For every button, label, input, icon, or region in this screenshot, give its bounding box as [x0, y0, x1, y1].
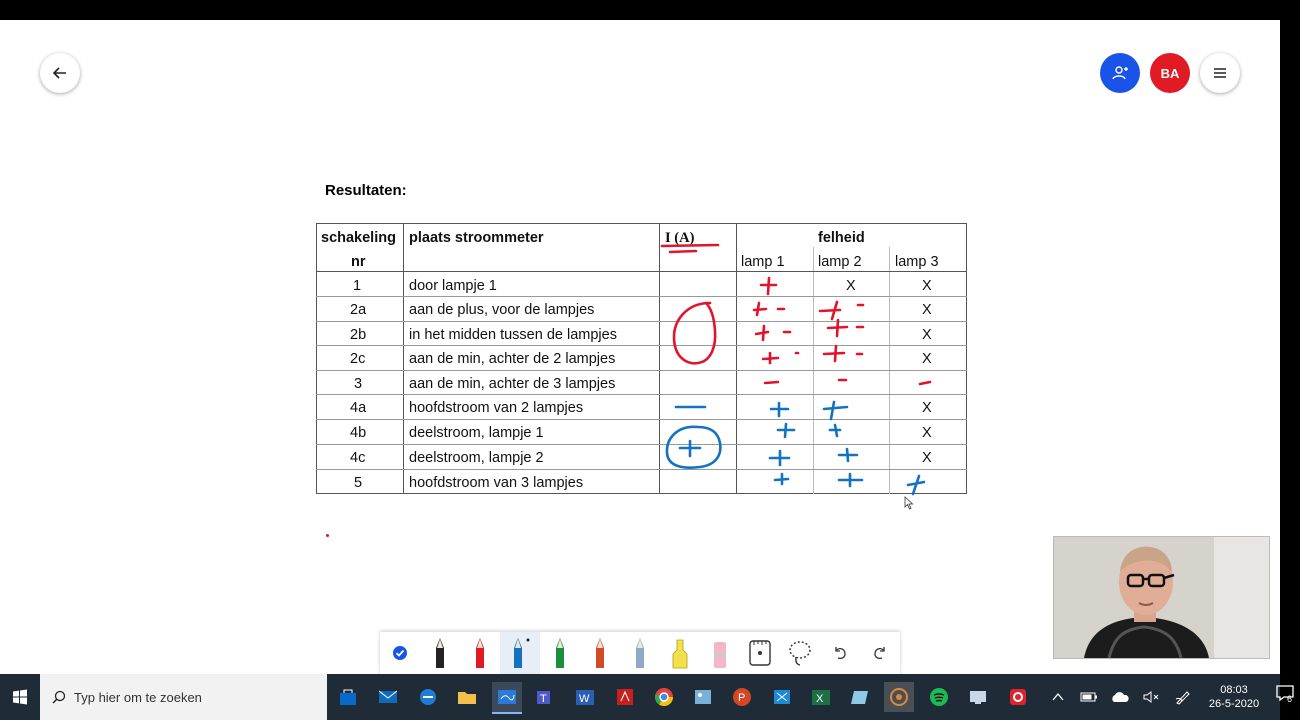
row-lamp3: X	[922, 351, 932, 367]
blue-ink-marks	[667, 402, 924, 494]
mouse-cursor-icon	[904, 496, 914, 510]
red-pen-tool[interactable]	[460, 632, 500, 674]
header-lamp2: lamp 2	[818, 254, 862, 270]
check-circle-icon	[392, 645, 408, 661]
word-icon	[575, 688, 595, 706]
chevron-up-icon[interactable]	[1048, 690, 1068, 704]
onedrive-icon[interactable]	[1110, 690, 1130, 704]
webcam-preview	[1053, 536, 1270, 659]
header-current: I (A)	[665, 230, 695, 246]
row-nr: 5	[354, 475, 363, 491]
excel-app[interactable]	[806, 682, 836, 712]
whiteboard-app[interactable]	[492, 682, 522, 714]
header-lamp3: lamp 3	[895, 254, 939, 270]
pen-icon	[509, 636, 531, 670]
plus-mark	[771, 403, 788, 416]
plus-mark	[770, 451, 789, 465]
svg-text:X: X	[816, 693, 824, 705]
search-icon	[52, 690, 66, 704]
word-app[interactable]	[570, 682, 600, 712]
lasso-tool[interactable]	[780, 632, 820, 674]
red-app[interactable]	[1003, 682, 1033, 712]
row-nr: 4c	[350, 450, 366, 466]
undo-button[interactable]	[820, 632, 860, 674]
plus-minus-mark	[763, 353, 798, 363]
pen-icon	[431, 636, 449, 670]
row-nr: 2b	[350, 327, 367, 343]
blue-pen-tool[interactable]	[500, 632, 540, 674]
plus-minus-mark	[828, 320, 863, 336]
row-plaats: deelstroom, lampje 2	[409, 450, 544, 466]
record-icon	[889, 687, 909, 707]
mail-icon	[378, 689, 398, 705]
taskbar-search[interactable]	[40, 674, 327, 720]
header-felheid: felheid	[818, 230, 865, 246]
store-icon	[338, 688, 358, 706]
plus-minus-mark	[824, 346, 862, 361]
pen-icon	[471, 636, 489, 670]
chrome-icon	[654, 687, 674, 707]
row-plaats: aan de min, achter de 3 lampjes	[409, 376, 616, 392]
battery-icon[interactable]	[1080, 690, 1098, 704]
row-plaats: in het midden tussen de lampjes	[409, 327, 617, 343]
plus-minus-mark	[754, 303, 784, 315]
add-user-button[interactable]	[1100, 53, 1140, 93]
taskbar	[0, 674, 1293, 720]
redo-button[interactable]	[860, 632, 900, 674]
plus-mark	[830, 425, 840, 436]
row-nr: 3	[354, 376, 363, 392]
row-nr: 4b	[350, 425, 367, 441]
mail-app[interactable]	[373, 682, 403, 712]
red-ink-marks	[662, 245, 930, 384]
row-lamp2: X	[846, 278, 856, 294]
minus-mark	[920, 382, 930, 384]
galaxy-pen-tool[interactable]	[580, 632, 620, 674]
lasso-icon	[787, 638, 813, 668]
snip-app[interactable]	[767, 682, 797, 712]
menu-button[interactable]	[1200, 53, 1240, 93]
powerpoint-app[interactable]	[727, 682, 757, 712]
row-lamp3: X	[922, 400, 932, 416]
system-tray	[1042, 674, 1300, 720]
action-center-button[interactable]	[1276, 685, 1300, 709]
zero-circle-mark	[674, 303, 715, 363]
pdf-app[interactable]	[610, 682, 640, 712]
minus-mark	[765, 382, 778, 383]
chrome-app[interactable]	[649, 682, 679, 712]
teams-app[interactable]	[531, 682, 561, 712]
ruler-icon	[747, 638, 773, 668]
row-plaats: aan de min, achter de 2 lampjes	[409, 351, 616, 367]
row-lamp3: X	[922, 425, 932, 441]
highlighter-icon	[669, 636, 691, 670]
edge-app[interactable]	[413, 682, 443, 712]
row-lamp3: X	[922, 302, 932, 318]
notification-badge: 6	[1287, 694, 1293, 704]
store-app[interactable]	[333, 682, 363, 712]
row-nr: 1	[353, 278, 362, 294]
snip-icon	[772, 688, 792, 706]
windows-logo-icon	[12, 689, 28, 705]
app-icon	[1008, 687, 1028, 707]
pen-icon	[591, 636, 609, 670]
powerpoint-icon	[732, 687, 752, 707]
notes-icon	[850, 688, 870, 706]
notes-app[interactable]	[845, 682, 875, 712]
touch-select-tool[interactable]	[380, 632, 420, 674]
plus-mark	[778, 424, 794, 437]
row-plaats: hoofdstroom van 3 lampjes	[409, 475, 584, 491]
ruler-tool[interactable]	[740, 632, 780, 674]
eraser-icon	[710, 636, 730, 670]
avatar[interactable]: BA	[1150, 53, 1190, 93]
person-add-icon	[1112, 65, 1128, 81]
plus-mark	[824, 402, 847, 419]
spotify-icon	[929, 687, 949, 707]
presenter-video-icon	[1054, 537, 1269, 658]
rainbow-pen-tool[interactable]	[620, 632, 660, 674]
arrow-left-icon	[52, 65, 68, 81]
red-ink-dot	[326, 534, 329, 537]
row-nr: 2c	[350, 351, 366, 367]
pdf-icon	[616, 688, 634, 706]
start-button[interactable]	[5, 682, 35, 712]
clock-date: 26-5-2020	[1208, 698, 1260, 710]
clock[interactable]	[1206, 683, 1262, 711]
header-nr: nr	[351, 254, 366, 270]
eraser-tool[interactable]	[700, 632, 740, 674]
photos-app[interactable]	[688, 682, 718, 712]
plus-mark	[908, 476, 924, 494]
plus-minus-mark	[820, 302, 863, 319]
photos-icon	[693, 688, 713, 706]
row-nr: 4a	[350, 400, 367, 416]
row-lamp3: X	[922, 450, 932, 466]
header-schakeling: schakeling	[321, 230, 396, 246]
edge-icon	[418, 687, 438, 707]
pen-icon	[631, 636, 649, 670]
search-placeholder: Typ hier om te zoeken	[74, 689, 202, 705]
plus-circle-mark	[667, 427, 720, 468]
black-pen-tool[interactable]	[420, 632, 460, 674]
pen-icon	[551, 636, 569, 670]
row-plaats: door lampje 1	[409, 278, 497, 294]
recorder-app[interactable]	[884, 682, 914, 712]
back-button[interactable]	[40, 53, 80, 93]
header-lamp1: lamp 1	[741, 254, 785, 270]
teams-icon	[536, 688, 556, 706]
svg-text:P: P	[738, 692, 746, 704]
row-plaats: hoofdstroom van 2 lampjes	[409, 400, 584, 416]
folder-icon	[457, 689, 477, 705]
row-lamp3: X	[922, 278, 932, 294]
plus-mark	[839, 474, 862, 486]
clock-time: 08:03	[1220, 684, 1248, 696]
excel-icon	[811, 688, 831, 706]
undo-icon	[832, 645, 848, 661]
hamburger-icon	[1212, 66, 1228, 80]
whiteboard-canvas[interactable]	[0, 20, 1280, 674]
pen-toolbar	[380, 632, 900, 674]
row-nr: 2a	[350, 302, 367, 318]
svg-text:T: T	[540, 693, 547, 705]
svg-text:W: W	[579, 693, 590, 705]
highlighter-tool[interactable]	[660, 632, 700, 674]
plus-mark	[839, 449, 857, 461]
underline-current-mark	[662, 245, 718, 252]
results-table	[316, 223, 967, 494]
whiteboard-icon	[497, 689, 517, 705]
plus-mark	[761, 278, 776, 294]
green-pen-tool[interactable]	[540, 632, 580, 674]
spotify-app[interactable]	[924, 682, 954, 712]
header-plaats: plaats stroommeter	[409, 230, 544, 246]
row-lamp3: X	[922, 327, 932, 343]
screen-icon	[968, 688, 988, 706]
row-plaats: deelstroom, lampje 1	[409, 425, 544, 441]
row-plaats: aan de plus, voor de lampjes	[409, 302, 595, 318]
page-title: Resultaten:	[325, 182, 407, 199]
redo-icon	[872, 645, 888, 661]
pen-workspace-icon[interactable]	[1174, 689, 1192, 705]
explorer-app[interactable]	[452, 682, 482, 712]
screen-app[interactable]	[963, 682, 993, 712]
plus-minus-mark	[756, 326, 790, 340]
volume-muted-icon[interactable]	[1142, 690, 1162, 704]
plus-mark	[775, 474, 788, 484]
handwritten-annotations	[316, 223, 967, 513]
